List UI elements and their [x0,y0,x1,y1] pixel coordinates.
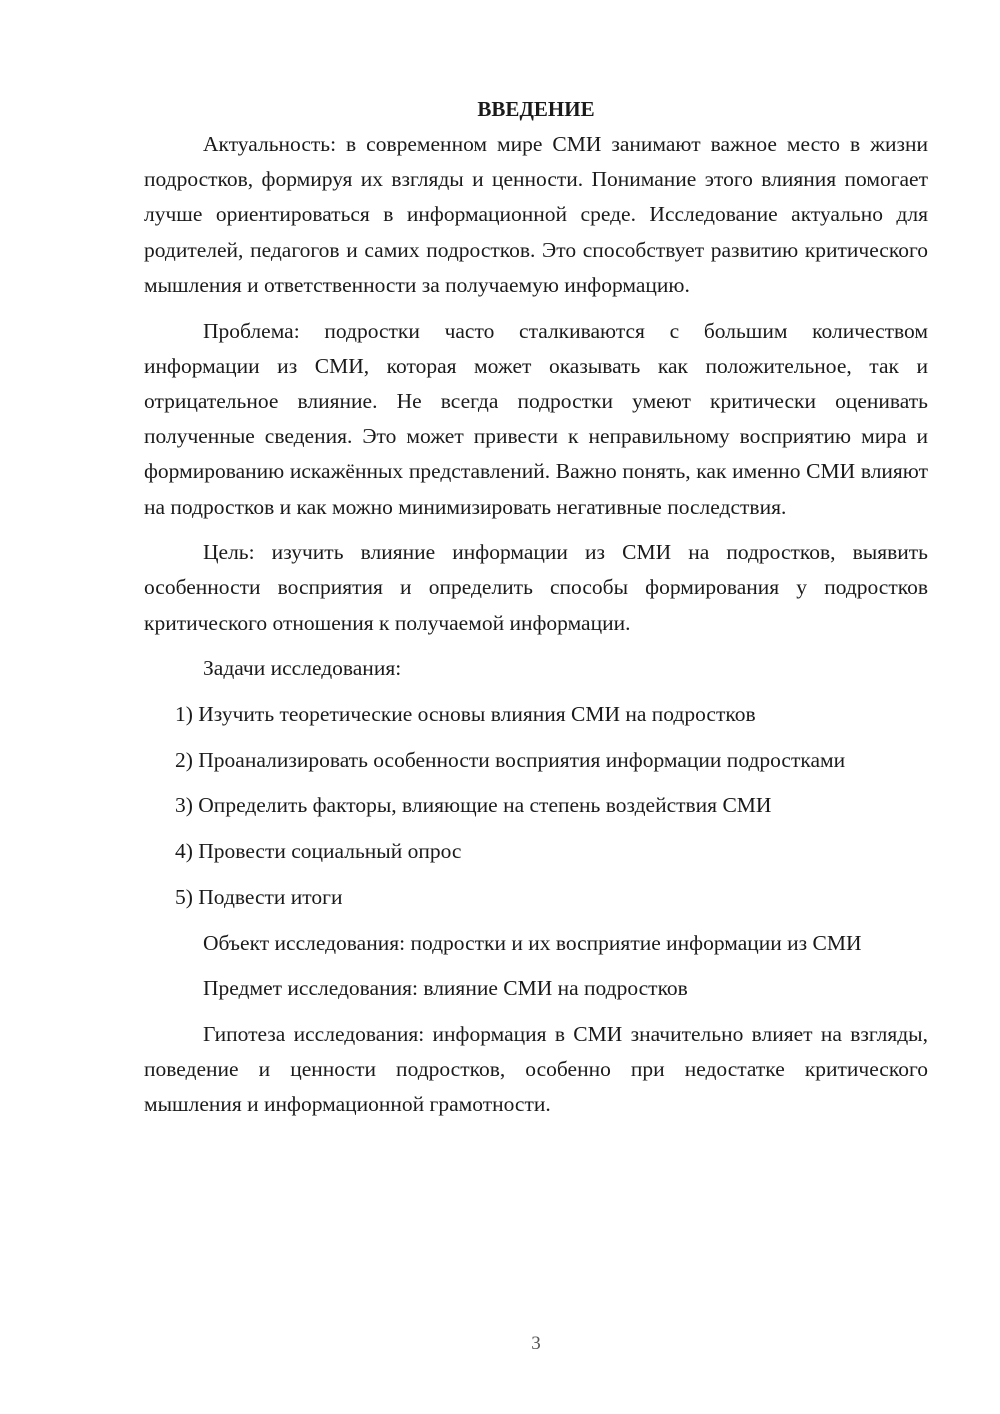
tasks-title: Задачи исследования: [203,656,402,681]
task-item-1: 1) Изучить теоретические основы влияния СМИ на подростков [175,702,756,727]
paragraph-subject: Предмет исследования: влияние СМИ на подростков [203,976,688,1001]
task-item-2: 2) Проанализировать особенности восприятия информации подростками [175,747,846,772]
page-title: ВВЕДЕНИЕ [477,97,595,121]
task-item-5: 5) Подвести итоги [175,884,343,909]
task-item-4: 4) Провести социальный опрос [175,839,462,864]
page-number: 3 [531,1333,541,1354]
document-page [144,92,928,1123]
paragraph-hypothesis: Гипотеза исследования: информация в СМИ значительно влияет на взгляды, поведение и ценности подростков, особенно при недостатке критического мышления и информационной грамотности. [144,1021,928,1117]
paragraph-problem: Проблема: подростки часто сталкиваются с большим количеством информации из СМИ, которая может оказывать как положительное, так и отрицательное влияние. Не всегда подростки умеют критически оценивать полученные сведения. Это может привести к неправильному восприятию мира и формированию искажённых представлений. Важно понять, как именно СМИ влияют на подростков и как можно минимизировать негативные последствия. [144,318,928,519]
paragraph-object: Объект исследования: подростки и их восприятие информации из СМИ [203,930,862,955]
task-item-3: 3) Определить факторы, влияющие на степень воздействия СМИ [175,793,772,818]
paragraph-relevance: Актуальность: в современном мире СМИ занимают важное место в жизни подростков, формируя их взгляды и ценности. Понимание этого влияния помогает лучше ориентироваться в информационной среде. Исследование актуально для родителей, педагогов и самих подростков. Это способствует развитию критического мышления и ответственности за получаемую информацию. [144,132,928,297]
paragraph-goal: Цель: изучить влияние информации из СМИ на подростков, выявить особенности восприятия и определить способы формирования у подростков критического отношения к получаемой информации. [144,540,928,635]
